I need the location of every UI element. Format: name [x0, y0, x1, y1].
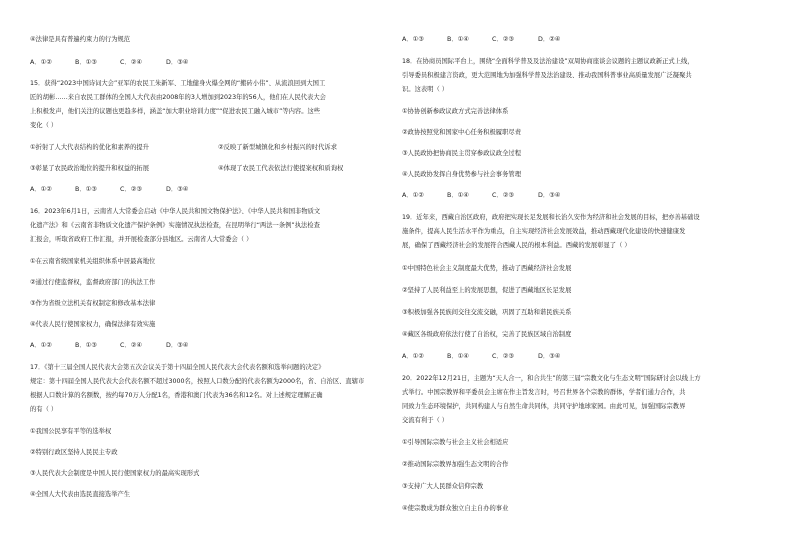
q18-choice: ②政协按照党和国家中心任务积极履职尽责: [402, 129, 521, 136]
top-line: ④法律是具有普遍约束力的行为规范: [30, 36, 131, 43]
option-d: D．③④: [538, 353, 561, 360]
q19-choice: ①中国特色社会主义制度最大优势，推动了西藏经济社会发展: [402, 265, 572, 272]
q20-choice: ④使宗教成为群众独立自主自办的事业: [402, 505, 509, 512]
q18-choice: ④人民政协发挥自身优势参与社会事务管理: [402, 171, 521, 178]
option-c: C．②③: [492, 353, 514, 360]
option-c: C．②③: [492, 192, 514, 199]
option-c: C．②④: [120, 342, 142, 349]
q15-stem-line: 变化（ ）: [30, 122, 58, 129]
q19-choice: ④藏区各级政府依法行使了自治权，完善了民族区域自治制度: [402, 331, 572, 338]
left-column: [30, 0, 400, 549]
q15-stem-line: 上积极发声，他们关注的议题也更趋多样，涵盖“加大职业培训力度”“促进农民工融入城市”等内容。这些: [30, 108, 321, 115]
option-d: D．③④: [166, 342, 189, 349]
option-d: D．②④: [538, 36, 561, 43]
q19-choice: ②坚持了人民利益至上的发展思想，促进了西藏地区长足发展: [402, 287, 572, 294]
option-b: B．①④: [447, 36, 469, 43]
q19-stem-line: 19．近年来，西藏自治区政府，政府把实现长足发展和长治久安作为经济和社会发展的目标，把亦善基础设: [402, 214, 700, 221]
option-b: B．①③: [75, 342, 97, 349]
option-a: A．①②: [30, 186, 52, 193]
option-c: C．②③: [120, 186, 142, 193]
option-d: D．③④: [538, 192, 561, 199]
q19-stem-line: 施条件，提高人民生活水平作为重点，自主实现经济社会发展效益，推动西藏现代化建设的快速健康发: [402, 228, 686, 235]
q19-choice: ③积极加强各民族间交往交流交融，巩固了互助和谐民族关系: [402, 309, 572, 316]
option-d: D．③④: [166, 59, 189, 66]
right-column: [402, 0, 770, 549]
option-d: D．③④: [166, 186, 189, 193]
q17-stem-line: 的有（ ）: [30, 406, 58, 413]
option-a: A．①②: [402, 353, 424, 360]
q15-choice-1: ①折射了人大代表结构的优化和素养的提升: [30, 144, 149, 151]
q20-choice: ②推动国际宗教界加强生态文明的合作: [402, 461, 509, 468]
q16-stem-line: 16．2023年6月1日，云南省人大常委会启动《中华人民共和国文物保护法》、《中华人民共和国非物质文: [30, 208, 321, 215]
q17-stem-line: 17．《第十三届全国人民代表大会第五次会议关于第十四届全国人民代表大会代表名额和选举问题的决定》: [30, 364, 325, 371]
q17-choice: ④全国人大代表由选民直接选举产生: [30, 491, 131, 498]
option-b: B．①④: [447, 192, 469, 199]
q18-choice: ①协协创新参政议政方式完善法律体系: [402, 108, 509, 115]
q20-stem-line: 交流有利于（ ）: [402, 417, 449, 424]
q20-stem-line: 同致力生态环境保护，共同构建人与自然生命共同体，共同守护地球家园。由此可见，加强国际宗教界: [402, 403, 686, 410]
q17-choice: ②特别行政区坚持人民民主专政: [30, 449, 118, 456]
q20-choice: ③支持广大人民群众信仰宗教: [402, 483, 484, 490]
option-a: A．①③: [402, 36, 424, 43]
q15-choice-3: ③彰显了农民政治地位的提升和权益的拓展: [30, 165, 149, 172]
q18-choice: ③人民政协把协商民主贯穿参政议政全过程: [402, 150, 521, 157]
q18-stem-line: 18．在协商员国际平台上，围绕“全面科学普及及法治建设”双周协商座谈会议题的主题议政新正式上线，: [402, 58, 694, 65]
option-a: A．①②: [402, 192, 424, 199]
option-a: A．①②: [30, 342, 52, 349]
option-b: B．①③: [75, 59, 97, 66]
q19-stem-line: 展，确保了西藏经济社会的发展符合西藏人民的根本利益。西藏的发展彰显了（ ）: [402, 242, 631, 249]
q15-choice-4: ④体现了农民工代表依法行使提案权和质询权: [218, 165, 344, 172]
q16-choice: ①在云南省级国家机关组织体系中居最高地位: [30, 258, 156, 265]
option-c: C．②③: [492, 36, 514, 43]
option-b: B．①④: [447, 353, 469, 360]
option-c: C．②④: [120, 59, 142, 66]
q16-choice: ③作为省级立法机关有权制定和修改基本法律: [30, 300, 156, 307]
q16-stem-line: 化遗产法》和《云南省非物质文化遗产保护条例》实施情况执法检查，在昆明举行“两法一条例”执法检查: [30, 222, 320, 229]
q20-stem-line: 20．2022年12月21日，主题为“天人合一，和合共生”的第三届“宗教文化与生态文明”国际研讨会以线上方: [402, 375, 701, 382]
q20-choice: ①引导国际宗教与社会主义社会相适应: [402, 439, 509, 446]
option-a: A．①②: [30, 59, 52, 66]
q15-stem-line: 匠的胡彬……来自农民工群体的全国人大代表由2008年的3人增加到2023年的56人，他们在人民代表大会: [30, 94, 326, 101]
q20-stem-line: 式举行。中国宗教界和平委员会主席在作主旨发言时，号召世界各个宗教的群体，学者们通力合作，共: [402, 389, 686, 396]
q16-choice: ②通过行使监督权，监督政府部门的执法工作: [30, 279, 156, 286]
q16-stem-line: 汇报会，听取省政府工作汇报，并开展检查部分县地区。云南省人大常委会（ ）: [30, 236, 253, 243]
q18-stem-line: 识。这表明（ ）: [402, 86, 449, 93]
q17-choice: ①我国公民享有平等的选举权: [30, 428, 112, 435]
q15-choice-2: ②反映了新型城镇化和乡村振兴的时代诉求: [218, 144, 337, 151]
q18-stem-line: 引导委员积极建言资政，更大范围地为加强科学普及法治建设、推动我国科普事业高质量发展广泛凝聚共: [402, 72, 692, 79]
q17-stem-line: 根据人口数计算的名额数，按约每70万人分配1名，香港和澳门代表为36名和12名。对上述规定理解正确: [30, 392, 323, 399]
q17-choice: ③人民代表大会制度是中国人民行使国家权力的最高实现形式: [30, 470, 200, 477]
option-b: B．①③: [75, 186, 97, 193]
q16-choice: ④代表人民行使国家权力，确保法律有效实施: [30, 321, 156, 328]
q15-stem-line: 15．获得“2023中国诗词大会”亚军的农民工朱新军、工地健身火爆全网的“搬砖小伟”、从流浪回到大国工: [30, 80, 326, 87]
q17-stem-line: 规定：第十四届全国人民代表大会代表名额不超过3000名，按照人口数分配的代表名额为2000名，省、自治区、直辖市: [30, 378, 365, 385]
